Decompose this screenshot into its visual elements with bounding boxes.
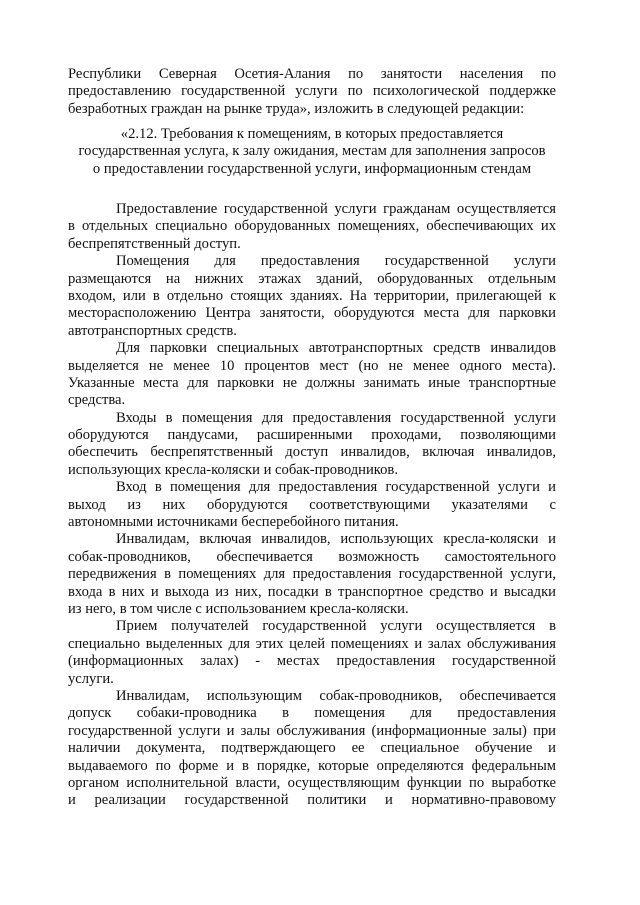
- paragraph: [68, 201, 556, 253]
- paragraph-line: Вход в помещения для предоставления государственной услуги и: [116, 479, 556, 496]
- intro-text: [68, 66, 556, 118]
- paragraph: [68, 618, 556, 688]
- intro-line: предоставлению государственной услуги по психологической поддержке: [68, 83, 556, 100]
- paragraph-line: специально выделенных для этих целей помещениях и залах обслуживания: [68, 635, 556, 652]
- section-body: [68, 201, 556, 810]
- section-heading: [68, 126, 556, 178]
- paragraph-line: собак-проводников, обеспечивается возможность самостоятельного: [68, 548, 556, 565]
- paragraph-line: Инвалидам, включая инвалидов, использующих кресла-коляски и: [116, 531, 556, 548]
- paragraph-line: выделяется не менее 10 процентов мест (но не менее одного места).: [68, 357, 556, 374]
- paragraph-line: выдаваемого по форме и в порядке, которые определяются федеральным: [68, 757, 556, 774]
- paragraph-line: выход из них оборудуются соответствующими указателями с: [68, 496, 556, 513]
- paragraph-line: Для парковки специальных автотранспортных средств инвалидов: [116, 340, 556, 357]
- paragraph-line: в отдельных специально оборудованных помещениях, обеспечивающих их: [68, 218, 556, 235]
- paragraph-line: (информационных залах) - местах предоставления государственной: [68, 653, 556, 670]
- paragraph: [68, 479, 556, 531]
- paragraph-line: Прием получателей государственной услуги осуществляется в: [116, 618, 556, 635]
- paragraph-line: органом исполнительной власти, осуществляющим функции по выработке: [68, 774, 556, 791]
- paragraph-line: размещаются на нижних этажах зданий, оборудованных отдельным: [68, 270, 556, 287]
- paragraph: [68, 340, 556, 410]
- paragraph-line: и реализации государственной политики и нормативно-правовому: [68, 792, 556, 809]
- paragraph: [68, 410, 556, 480]
- paragraph-line: Инвалидам, использующим собак-проводников, обеспечивается: [116, 687, 556, 704]
- paragraph: [68, 253, 556, 340]
- paragraph-line: передвижения в помещениях для предоставления государственной услуги,: [68, 566, 556, 583]
- paragraph-line: месторасположению Центра занятости, оборудуются места для парковки: [68, 305, 556, 322]
- paragraph-line: государственной услуги и залы обслуживания (информационные залы) при: [68, 722, 556, 739]
- paragraph-line: Предоставление государственной услуги гражданам осуществляется: [116, 201, 556, 217]
- heading-line: «2.12. Требования к помещениям, в которых предоставляется: [120, 126, 504, 142]
- paragraph: [68, 531, 556, 618]
- paragraph-line: из него, в том числе с использованием кресла-коляски.: [68, 600, 409, 617]
- paragraph-line: средства.: [68, 392, 126, 409]
- paragraph-line: оборудуются пандусами, расширенными проходами, позволяющими: [68, 427, 556, 444]
- paragraph-line: входом, или в отдельно стоящих зданиях. На территории, прилегающей к: [68, 287, 556, 304]
- intro-line: Республики Северная Осетия-Алания по занятости населения по: [68, 66, 556, 82]
- paragraph-line: услуги.: [68, 670, 114, 687]
- paragraph-line: Помещения для предоставления государственной услуги: [116, 253, 556, 270]
- paragraph-line: использующих кресла-коляски и собак-проводников.: [68, 461, 398, 478]
- paragraph-line: наличии документа, подтверждающего ее специальное обучение и: [68, 740, 556, 757]
- paragraph-line: беспрепятственный доступ.: [68, 235, 241, 252]
- paragraph-line: Указанные места для парковки не должны занимать иные транспортные: [68, 374, 556, 391]
- paragraph-line: обеспечить беспрепятственный доступ инвалидов, включая инвалидов,: [68, 444, 556, 461]
- heading-line: о предоставлении государственной услуги, информационным стендам: [92, 160, 532, 177]
- paragraph-line: входа в них и выхода из них, посадки в транспортное средство и высадки: [68, 583, 556, 600]
- paragraph-line: допуск собаки-проводника в помещения для предоставления: [68, 705, 556, 722]
- paragraph-line: Входы в помещения для предоставления государственной услуги: [116, 409, 556, 426]
- intro-line: безработных граждан на рынке труда», изложить в следующей редакции:: [68, 100, 525, 117]
- paragraph-line: автономными источниками бесперебойного питания.: [68, 514, 399, 531]
- heading-line: государственная услуга, к залу ожидания, местам для заполнения запросов: [78, 143, 546, 160]
- paragraph: [68, 688, 556, 810]
- paragraph-line: автотранспортных средств.: [68, 322, 237, 339]
